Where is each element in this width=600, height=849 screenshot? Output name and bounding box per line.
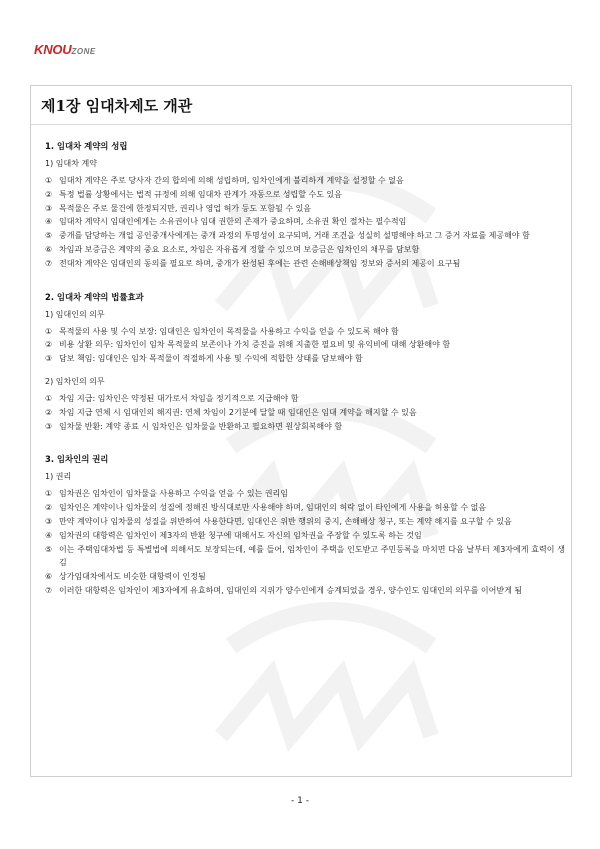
section-heading: 2. 임대차 계약의 법률효과 [45,291,144,302]
document-title: 제1장 임대차제도 개관 [41,97,193,115]
subheading: 1) 임대차 계약 [45,159,97,168]
list-item: ③ 담보 책임: 임대인은 임차 목적물이 적절하게 사용 및 수익에 적합한 상태를 담보해야 함 [45,354,363,364]
section-lessee-rights [45,453,565,597]
spacer [45,366,565,376]
watermark-logo [161,586,501,806]
knouzone-logo: KNOUZONE [34,42,96,57]
list-item: ⑦ 전대차 계약은 임대인의 동의를 필요로 하며, 중개가 완성된 후에는 관련 손해배상책임 정보와 증서의 제공이 요구됨 [45,258,461,268]
list-item: ③ 목적물은 주로 물건에 한정되지만, 권리나 영업 허가 등도 포함될 수 있음 [45,203,312,213]
list-item: ⑦ 이러한 대항력은 임차인이 제3자에게 유효하며, 임대인의 지위가 양수인에게 승계되었을 경우, 양수인도 임대인의 의무를 이어받게 됨 [45,585,523,595]
list-item: ② 비용 상환 의무: 임차인이 임차 목적물의 보존이나 가치 증진을 위해 지출한 필요비 및 유익비에 대해 상환해야 함 [45,340,451,350]
list-item: ② 차임 지급 연체 시 임대인의 해지권: 연체 차임이 2기분에 달할 때 임대인은 임대 계약을 해지할 수 있음 [45,407,417,417]
list-item: ② 특정 법률 상황에서는 법적 규정에 의해 임대차 관계가 자동으로 성립할 수도 있음 [45,189,342,199]
section-heading: 1. 임대차 계약의 성립 [45,141,128,151]
subheading: 2) 임차인의 의무 [45,376,105,386]
subheading: 1) 권리 [45,472,72,482]
document-body [45,140,565,618]
list-item: ① 임차권은 임차인이 임차물을 사용하고 수익을 얻을 수 있는 권리임 [45,489,288,499]
section-lease-formation [45,140,565,271]
list-item: ⑤ 중개를 담당하는 개업 공인중개사에게는 중개 과정의 투명성이 요구되며, 거래 조건을 성실히 설명해야 하고 그 증거 자료를 제공해야 함 [45,231,530,241]
list-item: ④ 임차권의 대항력은 임차인이 제3자의 반환 청구에 대해서도 자신의 임차권을 주장할 수 있도록 하는 것임 [45,530,422,540]
list-item: ⑥ 상가임대차에서도 비슷한 대항력이 인정됨 [45,572,206,582]
list-item: ② 임차인은 계약이나 임차물의 성질에 정해진 방식대로만 사용해야 하며, 임대인의 허락 없이 타인에게 사용을 허용할 수 없음 [45,503,487,513]
document-frame [30,85,572,777]
list-item: ⑥ 차임과 보증금은 계약의 중요 요소로, 차임은 자유롭게 정할 수 있으며 보증금은 임차인의 채무를 담보함 [45,244,420,254]
list-item: ③ 만약 계약이나 임차물의 성질을 위반하여 사용한다면, 임대인은 위반 행위의 중지, 손해배상 청구, 또는 계약 해지를 요구할 수 있음 [45,516,512,526]
section-heading: 3. 임차인의 권리 [45,454,109,465]
list-item: ① 차임 지급: 임차인은 약정된 대가로서 차임을 정기적으로 지급해야 함 [45,393,299,403]
title-bar [31,86,571,125]
subheading: 1) 임대인의 의무 [45,309,105,319]
list-item: ⑤ 이는 주택임대차법 등 특별법에 의해서도 보장되는데, 예를 들어, 임차인이 주택을 인도받고 주민등록을 마치면 다음 날부터 제3자에게 효력이 생김 [45,544,565,568]
page-number: - 1 - [291,796,309,806]
list-item: ④ 임대차 계약시 임대인에게는 소유권이나 임대 권한의 존재가 중요하며, 소유권 확인 절차는 필수적임 [45,217,407,227]
section-legal-effects [45,291,565,434]
list-item: ① 임대차 계약은 주로 당사자 간의 합의에 의해 성립하며, 임차인에게 불리하게 계약을 설정할 수 없음 [45,176,404,185]
list-item: ① 목적물의 사용 및 수익 보장: 임대인은 임차인이 목적물을 사용하고 수익을 얻을 수 있도록 해야 함 [45,326,399,336]
list-item: ③ 임차물 반환: 계약 종료 시 임차인은 임차물을 반환하고 필요하면 원상회복해야 함 [45,421,343,431]
